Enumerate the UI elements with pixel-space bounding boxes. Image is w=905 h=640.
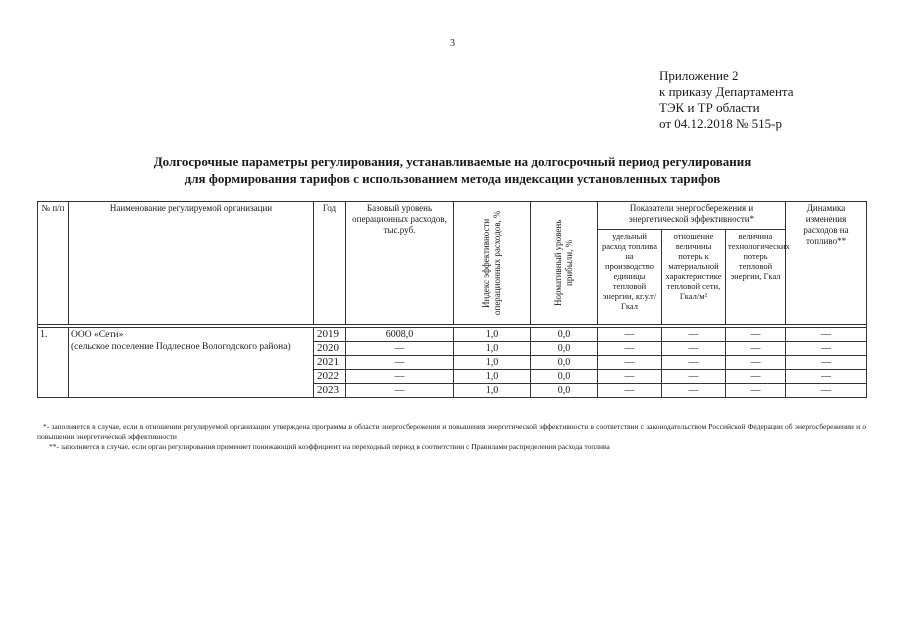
header-year: Год bbox=[314, 202, 346, 325]
cell-e1: — bbox=[598, 356, 662, 370]
title-line: Долгосрочные параметры регулирования, устанавливаемые на долгосрочный период регулирования bbox=[153, 154, 752, 169]
cell-index: 1,0 bbox=[454, 356, 531, 370]
org-number: 1. bbox=[38, 328, 69, 398]
cell-year: 2021 bbox=[314, 356, 346, 370]
title-line: для формирования тарифов с использованием метода индексации установленных тарифов bbox=[184, 171, 721, 186]
cell-e2: — bbox=[662, 384, 726, 398]
header-index: Индекс эффективности операционных расходов, % bbox=[481, 210, 502, 316]
cell-index: 1,0 bbox=[454, 384, 531, 398]
cell-profit: 0,0 bbox=[531, 328, 598, 342]
org-location: (сельское поселение Подлесное Вологодского района) bbox=[71, 342, 291, 352]
cell-base: — bbox=[346, 384, 454, 398]
footnotes bbox=[37, 422, 866, 452]
table-row bbox=[38, 328, 867, 342]
cell-base: — bbox=[346, 370, 454, 384]
appendix-line: к приказу Департамента bbox=[659, 84, 794, 99]
header-num: № п/п bbox=[38, 202, 69, 325]
footnote-2: **- заполняется в случае, если орган регулирования применяет понижающий коэффициент на переходный период в соответствии с Правилами распределения расхода топлива bbox=[49, 442, 610, 451]
cell-base: 6008,0 bbox=[346, 328, 454, 342]
cell-dynamics: — bbox=[786, 370, 867, 384]
cell-e2: — bbox=[662, 328, 726, 342]
parameters-table bbox=[37, 201, 867, 398]
cell-e3: — bbox=[726, 384, 786, 398]
cell-dynamics: — bbox=[786, 356, 867, 370]
cell-profit: 0,0 bbox=[531, 342, 598, 356]
cell-base: — bbox=[346, 356, 454, 370]
cell-e3: — bbox=[726, 370, 786, 384]
header-energy-group: Показатели энергосбережения и энергетической эффективности* bbox=[598, 202, 786, 230]
org-name-cell bbox=[69, 328, 314, 398]
cell-year: 2023 bbox=[314, 384, 346, 398]
cell-e2: — bbox=[662, 370, 726, 384]
header-energy-sub3: величина технологических потерь тепловой энергии, Гкал bbox=[726, 230, 786, 325]
cell-e3: — bbox=[726, 328, 786, 342]
cell-e1: — bbox=[598, 342, 662, 356]
cell-index: 1,0 bbox=[454, 342, 531, 356]
header-base: Базовый уровень операционных расходов, тыс.руб. bbox=[346, 202, 454, 325]
header-energy-sub1: удельный расход топлива на производство единицы тепловой энергии, кг.у.т/Гкал bbox=[598, 230, 662, 325]
header-dynamics: Динамика изменения расходов на топливо** bbox=[786, 202, 867, 325]
cell-profit: 0,0 bbox=[531, 384, 598, 398]
cell-e2: — bbox=[662, 342, 726, 356]
cell-profit: 0,0 bbox=[531, 370, 598, 384]
cell-e1: — bbox=[598, 384, 662, 398]
header-index-cell bbox=[454, 202, 531, 325]
appendix-line: Приложение 2 bbox=[659, 68, 739, 83]
cell-year: 2020 bbox=[314, 342, 346, 356]
cell-e3: — bbox=[726, 342, 786, 356]
cell-base: — bbox=[346, 342, 454, 356]
header-profit: Нормативный уровень прибыли, % bbox=[553, 219, 574, 307]
cell-e2: — bbox=[662, 356, 726, 370]
header-profit-cell bbox=[531, 202, 598, 325]
cell-e1: — bbox=[598, 328, 662, 342]
footnote-1: *- заполняется в случае, если в отношении регулируемой организации утверждена программа в области энергосбережения и повышения энергетической эффективности в соответствии с законодательством Российской Федерации об энергосбережении и о повышении энергетической эффективности bbox=[37, 422, 866, 441]
cell-year: 2019 bbox=[314, 328, 346, 342]
cell-e1: — bbox=[598, 370, 662, 384]
appendix-line: от 04.12.2018 № 515-р bbox=[659, 116, 782, 131]
appendix-line: ТЭК и ТР области bbox=[659, 100, 760, 115]
cell-dynamics: — bbox=[786, 342, 867, 356]
cell-dynamics: — bbox=[786, 384, 867, 398]
page-number: 3 bbox=[450, 38, 455, 49]
appendix-block bbox=[659, 68, 794, 132]
org-name: ООО «Сети» bbox=[71, 330, 124, 340]
cell-index: 1,0 bbox=[454, 370, 531, 384]
cell-e3: — bbox=[726, 356, 786, 370]
header-energy-sub2: отношение величины потерь к материальной характеристике тепловой сети, Гкал/м² bbox=[662, 230, 726, 325]
header-org: Наименование регулируемой организации bbox=[69, 202, 314, 325]
cell-year: 2022 bbox=[314, 370, 346, 384]
cell-profit: 0,0 bbox=[531, 356, 598, 370]
document-title bbox=[40, 153, 865, 187]
cell-index: 1,0 bbox=[454, 328, 531, 342]
cell-dynamics: — bbox=[786, 328, 867, 342]
